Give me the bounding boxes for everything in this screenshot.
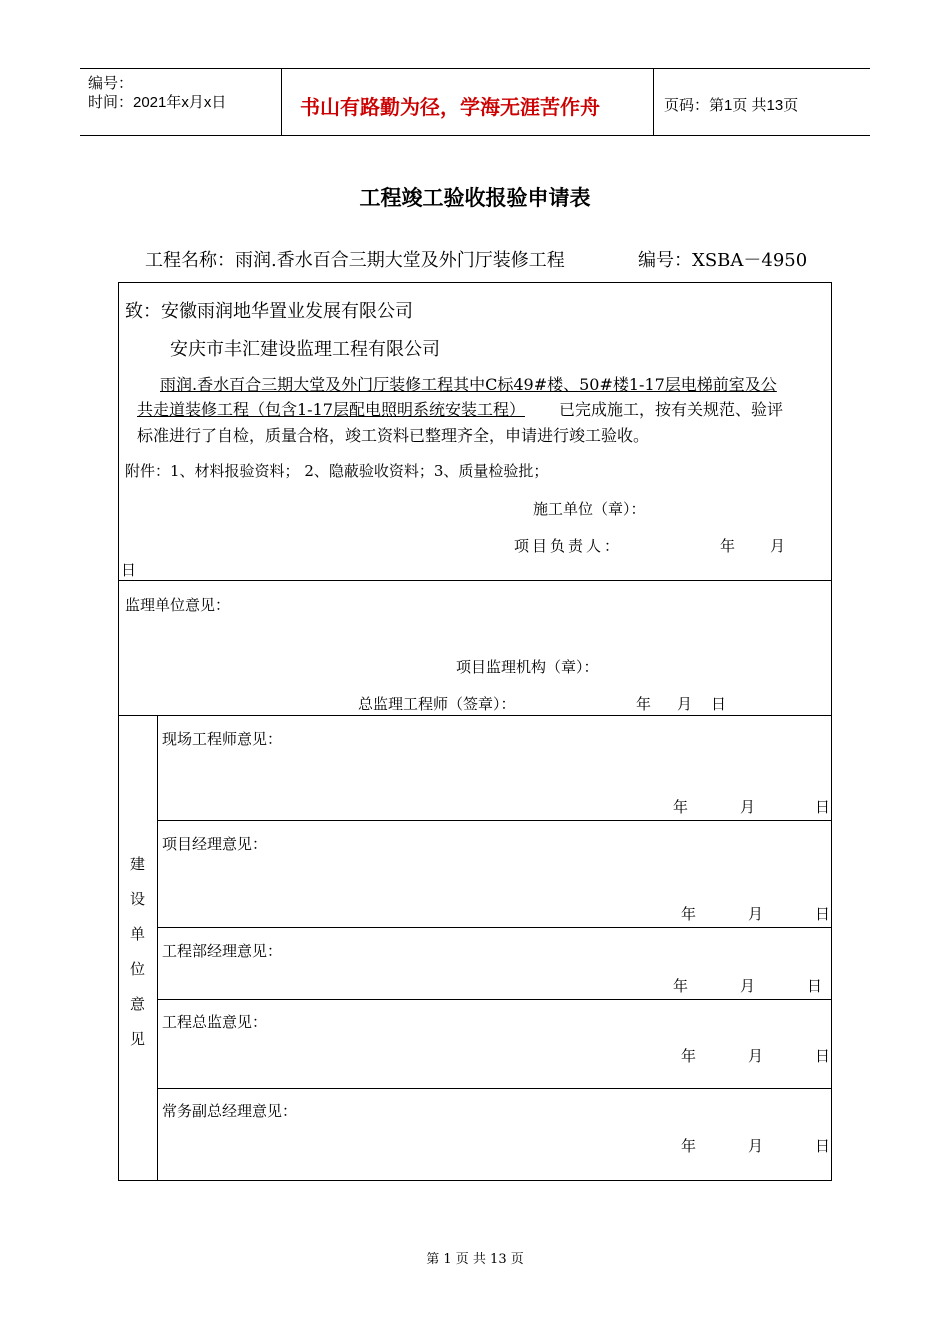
- page-info: 页码：第1页 共13页: [664, 97, 799, 114]
- table-row-divider: [118, 715, 832, 716]
- body-line-1: [160, 372, 822, 395]
- header-bottom-line: [80, 135, 870, 136]
- row-year: 年: [681, 1047, 697, 1065]
- side-char: 见: [130, 1030, 146, 1048]
- row-day: 日: [815, 1137, 831, 1155]
- opinion-label: 工程总监意见：: [162, 1013, 268, 1031]
- row-year: 年: [673, 977, 689, 995]
- header-divider-right: [653, 68, 654, 136]
- opinion-label: 现场工程师意见：: [162, 730, 283, 748]
- motto: 书山有路勤为径，学海无涯苦作舟: [300, 97, 600, 119]
- s1-day: 日: [121, 561, 137, 579]
- body-line-2-underlined: 共走道装修工程（包含1-17层配电照明系统安装工程）: [137, 400, 525, 419]
- header-divider-left: [281, 68, 282, 136]
- table-border-top: [118, 282, 832, 283]
- body-line-2: [137, 397, 783, 420]
- row-year: 年: [681, 1137, 697, 1155]
- side-char: 单: [130, 925, 146, 943]
- row-month: 月: [748, 1047, 764, 1065]
- row-day: 日: [815, 905, 831, 923]
- page-title: 工程竣工验收报验申请表: [359, 187, 591, 210]
- contractor-seal: 施工单位（章）：: [533, 500, 646, 518]
- row-day: 日: [807, 977, 823, 995]
- row-year: 年: [673, 798, 689, 816]
- opinion-label: 常务副总经理意见：: [162, 1102, 298, 1120]
- row-month: 月: [740, 798, 756, 816]
- row-day: 日: [815, 1047, 831, 1065]
- supervision-org: 项目监理机构（章）：: [456, 658, 599, 676]
- header-top-line: [80, 68, 870, 69]
- opinion-label: 项目经理意见：: [162, 835, 268, 853]
- table-row-divider: [157, 1088, 832, 1089]
- s1-year: 年: [720, 537, 736, 555]
- s2-month: 月: [677, 695, 693, 713]
- page-footer: 第 1 页 共 13 页: [426, 1252, 524, 1267]
- side-char: 设: [130, 890, 146, 908]
- project-name: 工程名称：雨润.香水百合三期大堂及外门厅装修工程: [145, 250, 565, 271]
- table-row-divider: [157, 820, 832, 821]
- body-line-1-text: 雨润.香水百合三期大堂及外门厅装修工程其中C标49#楼、50#楼1-17层电梯前室及公: [160, 375, 777, 394]
- s2-day: 日: [711, 695, 727, 713]
- side-char: 建: [130, 855, 146, 873]
- attachments: 附件：1、材料报验资料； 2、隐蔽验收资料；3、质量检验批；: [125, 462, 549, 480]
- project-manager: 项目负责人：: [514, 537, 623, 555]
- row-month: 月: [740, 977, 756, 995]
- opinion-label: 工程部经理意见：: [162, 942, 283, 960]
- table-border-left: [118, 282, 119, 1181]
- addressee-1: 致：安徽雨润地华置业发展有限公司: [125, 301, 413, 322]
- table-border-bottom: [118, 1180, 832, 1181]
- table-border-right: [831, 282, 832, 1181]
- chief-supervisor: 总监理工程师（签章）：: [358, 695, 516, 713]
- row-year: 年: [681, 905, 697, 923]
- body-line-2-rest: 已完成施工，按有关规范、验评: [558, 400, 783, 419]
- side-char: 位: [130, 960, 146, 978]
- row-month: 月: [748, 905, 764, 923]
- s2-year: 年: [636, 695, 652, 713]
- serial-label: 编号：: [88, 75, 134, 92]
- addressee-2: 安庆市丰汇建设监理工程有限公司: [170, 339, 440, 360]
- table-row-divider: [157, 927, 832, 928]
- table-side-divider: [157, 715, 158, 1181]
- body-line-3: 标准进行了自检，质量合格，竣工资料已整理齐全，申请进行竣工验收。: [137, 426, 650, 445]
- project-number: 编号：XSBA－4950: [638, 250, 808, 271]
- table-row-divider: [118, 580, 832, 581]
- s1-month: 月: [770, 537, 786, 555]
- side-char: 意: [130, 995, 146, 1013]
- row-day: 日: [815, 798, 831, 816]
- table-row-divider: [157, 999, 832, 1000]
- supervision-label: 监理单位意见：: [125, 596, 231, 614]
- row-month: 月: [748, 1137, 764, 1155]
- time-label: 时间：2021年x月x日: [88, 94, 227, 111]
